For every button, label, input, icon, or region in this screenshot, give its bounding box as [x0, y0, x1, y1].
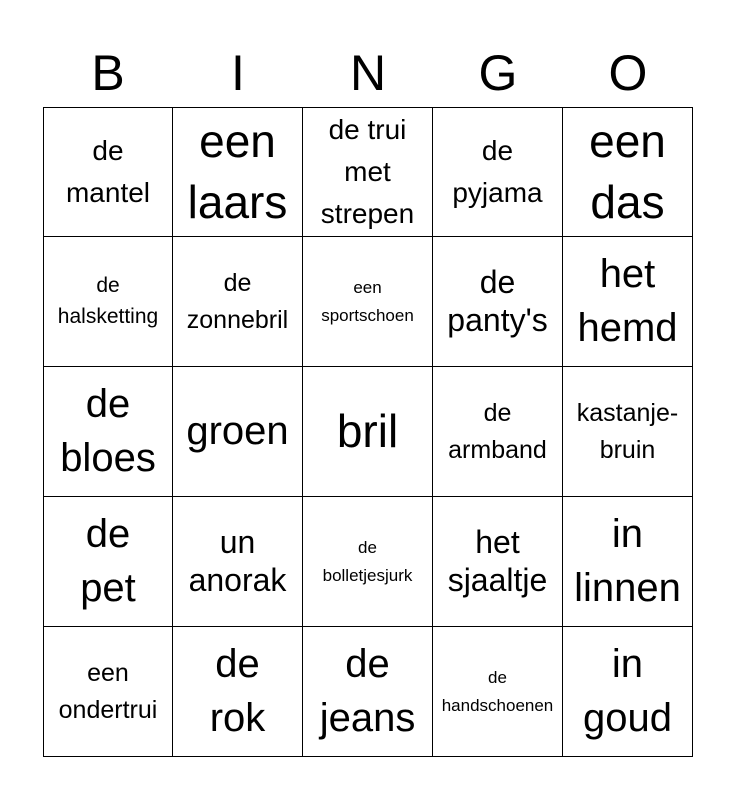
bingo-cell[interactable] [563, 237, 693, 367]
bingo-cell[interactable] [563, 367, 693, 497]
cell-text: de bolletjesjurk [322, 538, 413, 585]
cell-text: un anorak [188, 523, 287, 598]
cell-text: de jeans [319, 642, 416, 740]
bingo-cell[interactable] [433, 497, 563, 627]
cell-text: een das [589, 114, 666, 228]
cell-text: het sjaaltje [447, 523, 548, 598]
cell-text: de mantel [65, 135, 151, 208]
cell-text: de pyjama [452, 135, 543, 208]
bingo-cell[interactable] [43, 497, 173, 627]
bingo-cell[interactable] [303, 497, 433, 627]
bingo-cell[interactable] [433, 237, 563, 367]
cell-text: een laars [187, 114, 288, 228]
header-letter-o: O [608, 45, 648, 101]
bingo-cell[interactable] [563, 497, 693, 627]
cell-text: het hemd [577, 252, 678, 350]
cell-text: de handschoenen [441, 668, 554, 715]
bingo-cell[interactable] [563, 627, 693, 757]
bingo-cell[interactable] [433, 627, 563, 757]
bingo-cell[interactable] [173, 237, 303, 367]
bingo-cell[interactable] [173, 627, 303, 757]
cell-text: in goud [583, 642, 672, 740]
bingo-cell[interactable] [173, 107, 303, 237]
bingo-cell[interactable] [563, 107, 693, 237]
bingo-cell[interactable] [303, 237, 433, 367]
cell-text: de rok [209, 642, 266, 740]
bingo-cell[interactable] [43, 627, 173, 757]
bingo-cell[interactable] [173, 367, 303, 497]
cell-text: de armband [448, 399, 547, 464]
cell-text: in linnen [574, 512, 681, 610]
cell-text: de bloes [60, 382, 156, 480]
cell-text: een sportschoen [321, 278, 414, 325]
cell-text: kastanje- bruin [576, 399, 679, 464]
bingo-cell[interactable] [303, 107, 433, 237]
bingo-cell[interactable] [43, 367, 173, 497]
cell-text: de halsketting [57, 274, 159, 328]
bingo-cell[interactable] [43, 237, 173, 367]
bingo-cell[interactable] [433, 107, 563, 237]
header-letter-n: N [349, 45, 387, 101]
cell-text: de trui met strepen [320, 114, 415, 229]
bingo-board [43, 107, 693, 757]
header-letter-g: G [478, 45, 518, 101]
cell-text: een ondertrui [58, 659, 158, 724]
cell-text: de panty's [447, 263, 548, 338]
bingo-cell[interactable] [303, 627, 433, 757]
bingo-header [43, 40, 693, 106]
header-letter-b: B [91, 45, 125, 101]
bingo-cell[interactable] [173, 497, 303, 627]
header-letter-i: I [231, 45, 245, 101]
cell-text: groen [186, 408, 289, 453]
bingo-cell[interactable] [43, 107, 173, 237]
bingo-cell[interactable] [303, 367, 433, 497]
bingo-cell[interactable] [433, 367, 563, 497]
cell-text: bril [336, 404, 399, 457]
cell-text: de zonnebril [186, 269, 289, 334]
cell-text: de pet [80, 512, 136, 610]
